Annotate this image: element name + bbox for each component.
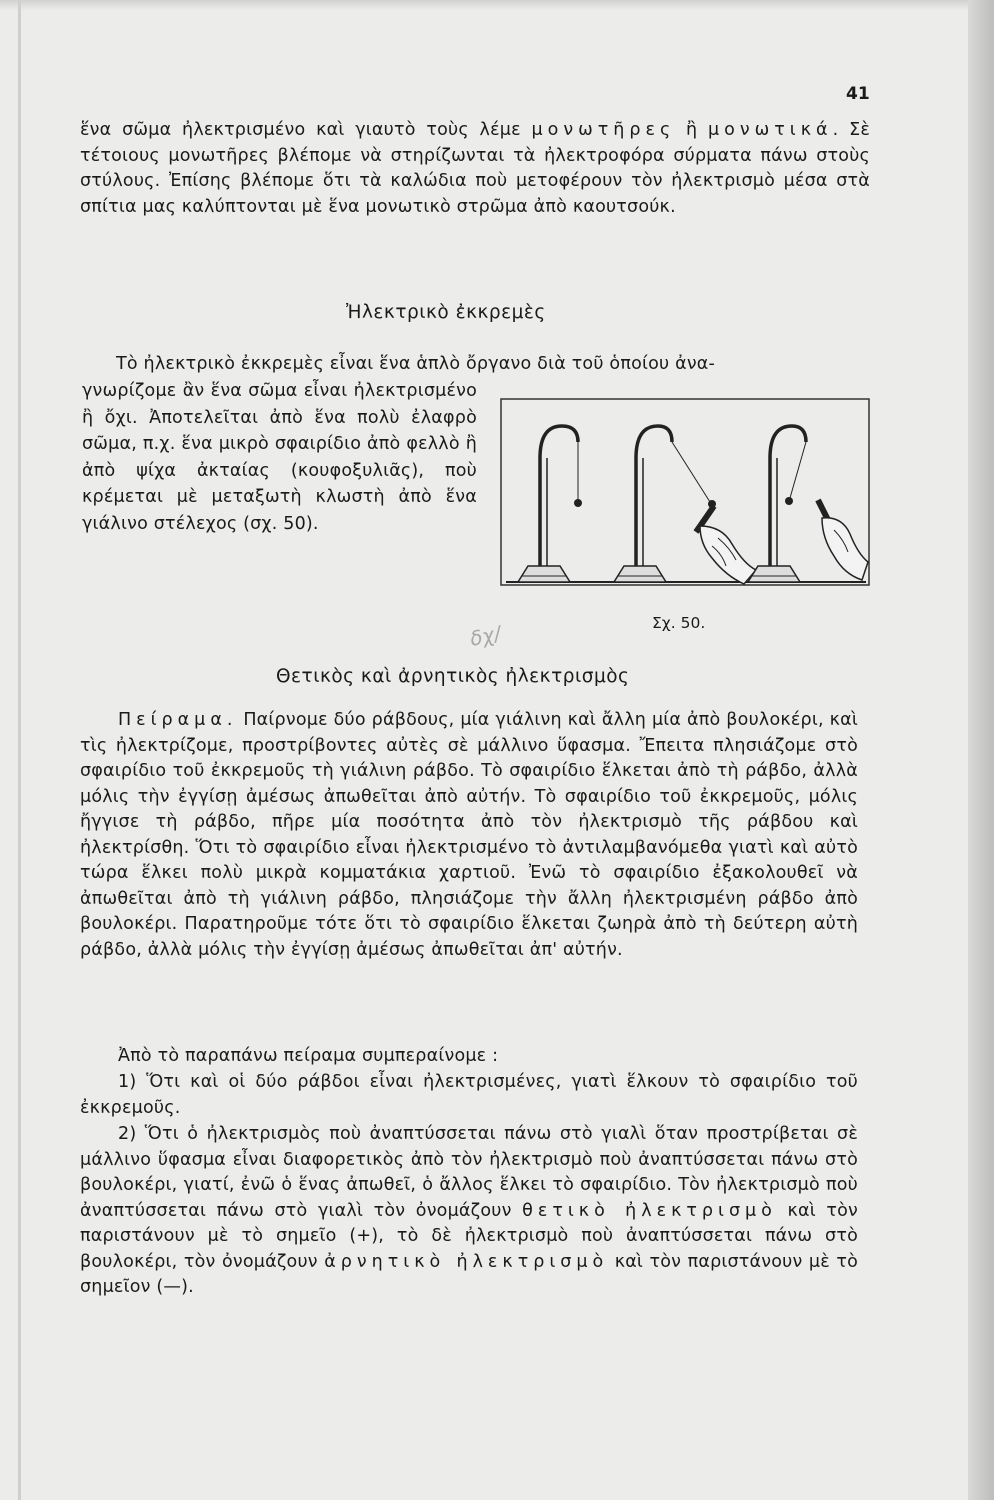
pendulum-repelled [748, 426, 868, 582]
pendulum-3-thread [790, 442, 806, 498]
point-2-text-c: καὶ τὸν παριστάνουν μὲ τὸ σημεῖον (—). [80, 1251, 859, 1297]
figure-caption: Σχ. 50. [652, 614, 706, 632]
pendulum-3-base [748, 566, 800, 582]
term-monoteres: μονωτῆρες [531, 120, 676, 140]
pendulum-resting [518, 426, 582, 582]
point-2-text-a: 2) Ὅτι ὁ ἠλεκτρισμὸς ποὺ ἀναπτύσσεται πάνω στὸ γιαλὶ ὅταν προστρίβεται σὲ μάλλινο ὕφασμα εἶναι διαφορετικὸς ἀπὸ τὸν ἠλεκτρισμὸ ποὺ ἀναπτύσσεται πάνω στὸ βουλοκέρι, γιατί, ἐνῶ ὁ ἕνας ἀπωθεῖ, ὁ ἄλλος ἕλκει τὸ σφαιρίδιο. Τὸν ἠλεκτρισμὸ ποὺ ἀναπτύσσεται πάνω στὸ γιαλὶ τὸν ὀνομάζουν [80, 1124, 858, 1221]
pendulum-1-base [518, 566, 570, 582]
pendulum-3-ball [785, 497, 793, 505]
intro-or-text: ἢ [685, 120, 698, 140]
experiment-label: Πείραμα. [118, 710, 238, 730]
pendulum-1-stand [540, 426, 578, 576]
conclusion-point-2 [80, 1122, 858, 1301]
charge-section-title: Θετικὸς καὶ ἀρνητικὸς ἠλεκτρισμὸς [276, 666, 630, 687]
pendulum-2-base [614, 566, 666, 582]
term-negative-electricity: ἀρνητικὸ ἠλεκτρισμὸ [324, 1251, 609, 1272]
experiment-paragraph [80, 708, 858, 963]
page-binding-edge [968, 0, 994, 1500]
pendulum-1-ball [574, 499, 582, 507]
experiment-text: Παίρνομε δύο ράβδους, μία γιάλινη καὶ ἄλλη μία ἀπὸ βουλοκέρι, καὶ τὶς ἠλεκτρίζομε, προστρίβοντες αὐτὲς σὲ μάλλινο ὕφασμα. Ἔπειτα πλησιάζομε στὸ σφαιρίδιο τοῦ ἐκκρεμοῦς τὴ γιάλινη ράβδο. Τὸ σφαιρίδιο ἕλκεται ἀπὸ τὴ ράβδο, ἀλλὰ μόλις τὴν ἐγγίσῃ ἀμέσως ἀπωθεῖται ἀπὸ αὐτήν. Τὸ σφαιρίδιο τοῦ ἐκκρεμοῦς, μόλις ἤγγισε τὴ ράβδο, πῆρε μία ποσότητα ἀπὸ τὸν ἠλεκτρισμὸ τῆς ράβδου καὶ ἠλεκτρίσθη. Ὅτι τὸ σφαιρίδιο εἶναι ἠλεκτρισμένο τὸ ἀντιλαμβανόμεθα γιατὶ καὶ αὐτὸ τώρα ἕλκει πολὺ μικρὰ κομματάκια χαρτιοῦ. Ἐνῶ τὸ σφαιρίδιο ἐξακολουθεῖ νὰ ἀπωθεῖται ἀπὸ τὴ γιάλινη ράβδο, πλησιάζομε τὴν ἄλλη ἠλεκτρισμένη ράβδο ἀπὸ βουλοκέρι. Παρατηροῦμε τότε ὅτι τὸ σφαιρίδιο ἕλκεται ζωηρὰ ἀπὸ τὴ δεύτερη αὐτὴ ράβδο, ἀλλὰ μόλις τὴν ἐγγίσῃ ἀμέσως ἀπωθεῖται ἀπ' αὐτήν. [80, 710, 859, 960]
pendulum-description: γνωρίζομε ἂν ἕνα σῶμα εἶναι ἠλεκτρισμένο ἢ ὄχι. Ἀποτελεῖται ἀπὸ ἕνα πολὺ ἐλαφρὸ σῶμα, π.χ. ἕνα μικρὸ σφαιρίδιο ἀπὸ φελλὸ ἢ ἀπὸ ψίχα ἀκταίας (κουφοξυλιᾶς), ποὺ κρέμεται μὲ μεταξωτὴ κλωστὴ ἀπὸ ἕνα γιάλινο στέλεχος (σχ. 50). [82, 381, 477, 534]
term-positive-electricity: θετικὸ ἠλεκτρισμὸ [522, 1200, 777, 1221]
page-left-edge [18, 0, 21, 1500]
intro-tail-text: . Σὲ τέτοιους μονωτῆρες βλέπομε νὰ στηρίζωνται τὰ ἠλεκτροφόρα σύρματα πάνω στοὺς στύλους. Ἐπίσης βλέπομε ὅτι τὰ καλώδια ποὺ μετοφέρουν τὸν ἠλεκτρισμὸ μέσα στὰ σπίτια μας καλύπτονται μὲ ἕνα μονωτικὸ στρῶμα ἀπὸ καουτσούκ. [80, 120, 870, 217]
point-2-text-b: καὶ τὸν παριστάνουν μὲ τὸ σημεῖο (+), τὸ δὲ ἠλεκτρισμὸ ποὺ ἀναπτύσσεται πάνω στὸ βουλοκέρι, τὸν ὀνομάζουν [80, 1200, 858, 1272]
pendulum-attracted [614, 426, 756, 584]
conclusion-intro: Ἀπὸ τὸ παραπάνω πείραμα συμπεραίνομε : [118, 1046, 499, 1066]
figure-electric-pendulum [500, 398, 872, 590]
hand-2 [822, 518, 868, 580]
page-top-shadow [0, 0, 994, 10]
pendulum-2-thread [672, 442, 710, 502]
term-monotika: μονωτικά [708, 120, 833, 140]
pendulum-section-title: Ἠλεκτρικὸ ἐκκρεμὲς [346, 302, 546, 323]
pendulum-illustration [500, 398, 872, 590]
intro-lead-text: ἕνα σῶμα ἠλεκτρισμένο καὶ γιαυτὸ τοὺς λέμε [80, 120, 521, 140]
intro-paragraph [80, 118, 870, 220]
hand-1 [700, 526, 756, 584]
pencil-note: δχ/ [467, 621, 503, 651]
pendulum-first-line: Τὸ ἠλεκτρικὸ ἐκκρεμὲς εἶναι ἕνα ἁπλὸ ὄργανο διὰ τοῦ ὁποίου ἀνα- [116, 354, 716, 374]
pendulum-2-stand [636, 426, 672, 576]
conclusion-point-1: 1) Ὅτι καὶ οἱ δύο ράβδοι εἶναι ἠλεκτρισμένες, γιατὶ ἕλκουν τὸ σφαιρίδιο τοῦ ἐκκρεμοῦς. [80, 1072, 858, 1118]
page-number: 41 [846, 84, 870, 104]
